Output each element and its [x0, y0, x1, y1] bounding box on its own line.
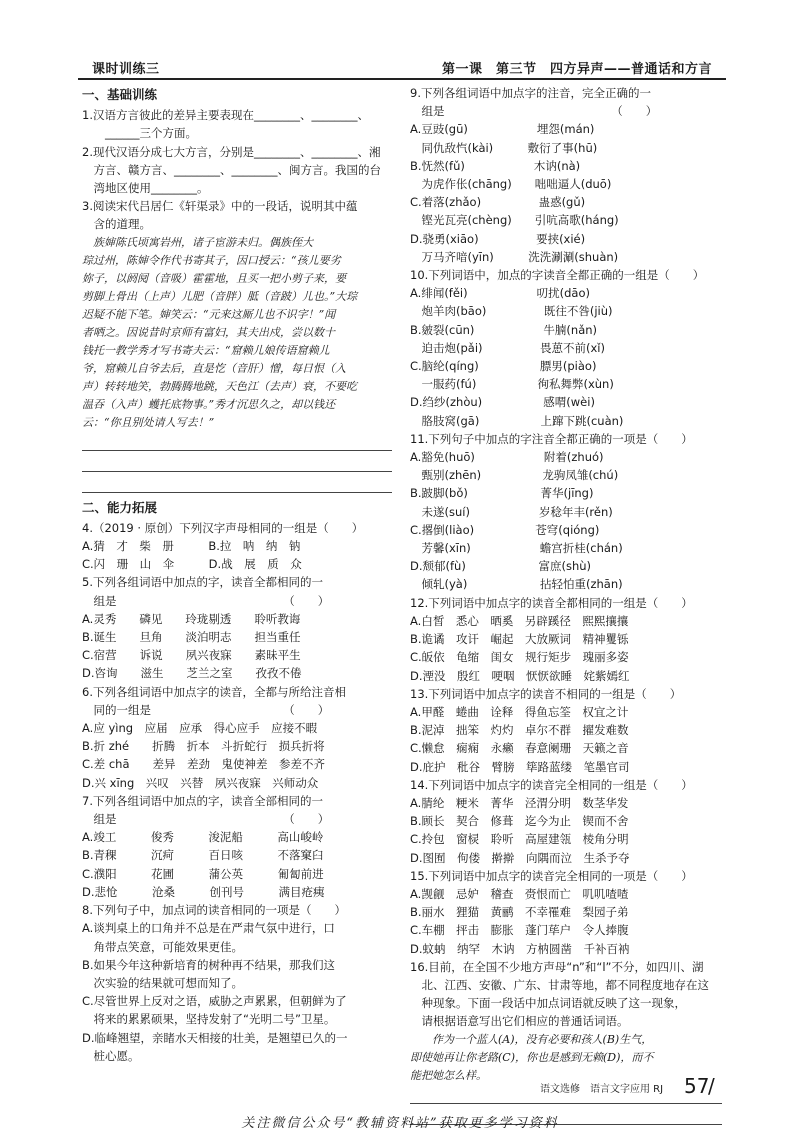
text-line: B.折 zhé 折腾 折本 斗折蛇行 损兵折将	[82, 739, 325, 754]
text-line: 即使她再让你老路(C)，你也是感到无赖(D)，而不	[410, 1050, 654, 1064]
text-line: 9.下列各组词语中加点字的注音，完全正确的一	[410, 86, 651, 100]
text-line: D.庇护 秕谷 臂膀 筚路蓝缕 笔墨官司	[410, 759, 630, 774]
text-line: 方言、赣方言、________、________、闽方言。我国的台	[82, 162, 381, 177]
text-line: D.临峰翘望，亲睹水天相接的壮美，是翘望已久的一	[82, 1030, 348, 1045]
question-7-stem	[82, 792, 392, 828]
text-line: B.如果今年这种新培育的树种再不结果，那我们这	[82, 957, 336, 972]
question-4-options	[82, 537, 392, 573]
text-line: D.兴 xīng 兴叹 兴替 夙兴夜寐 兴师动众	[82, 775, 319, 790]
text-line: 2.现代汉语分成七大方言，分别是________、________、湘	[82, 144, 381, 159]
text-line: A.竣工 俊秀 浚泥船 高山峻岭	[82, 830, 324, 845]
text-line: 为虎作伥(chāng) 咄咄逼人(duō)	[410, 177, 612, 192]
text-line: D.蚊蚋 纳罕 木讷 方枘圆凿 千补百衲	[410, 941, 630, 956]
text-line: B.顾长 契合 修葺 迄今为止 锲而不舍	[410, 814, 629, 829]
question-10-stem: 10.下列词语中，加点的字读音全都正确的一组是（ ）	[410, 268, 705, 283]
text-line: 琮过州，陈婶令作代书寄其子，因口授云：“孩儿要劣	[82, 253, 341, 267]
text-line: 族婶陈氏顷寓岩州，诸子宦游未归。偶族侄大	[82, 235, 313, 249]
text-line: C.脑纶(qíng) 膘男(piào)	[410, 359, 597, 374]
question-13-options	[410, 703, 722, 776]
text-line: 6.下列各组词语中加点字的读音，全都与所给注音相	[82, 684, 346, 699]
question-10-options	[410, 284, 722, 430]
question-13-stem: 13.下列词语中加点字的读音不相同的一组是（ ）	[410, 686, 682, 701]
answer-line[interactable]	[82, 436, 392, 451]
question-8-options	[82, 919, 392, 1065]
text-line: 芳馨(xīn) 蟾宫折桂(chán)	[410, 541, 623, 556]
text-line: 种现象。下面一段话中加点词语就反映了这一现象，	[410, 996, 686, 1011]
text-line: 胳肢窝(gā) 上蹿下跳(cuàn)	[410, 413, 624, 428]
question-12-options	[410, 612, 722, 685]
text-line: C.着落(zhǎo) 蛊惑(gǔ)	[410, 195, 586, 210]
text-line: 组是 （ ）	[82, 812, 330, 827]
question-4-stem: 4.（2019 · 原创）下列汉字声母相同的一组是（ ）	[82, 520, 364, 535]
text-line: 请根据语意写出它们相应的普通话词语。	[410, 1014, 629, 1029]
header-left-title: 课时训练三	[92, 62, 160, 77]
text-line: D.咨询 滋生 芝兰之室 孜孜不倦	[82, 666, 302, 681]
text-line: D.湮没 殷红 哽咽 恹恹欲睡 姹紫嫣红	[410, 668, 630, 683]
text-line: 同仇敌忾(kài) 敷衍了事(hū)	[410, 140, 598, 155]
text-line: 湾地区使用________。	[82, 181, 209, 196]
text-line: 声）转转地笑，勃腾腾地跳，天色江（去声）衰，不要吃	[82, 379, 357, 393]
question-11-stem: 11.下列句子中加点的字注音全都正确的一项是（ ）	[410, 431, 693, 446]
text-line: 7.下列各组词语中加点的字，读音全部相同的一	[82, 793, 323, 808]
header-rule	[78, 78, 726, 80]
question-14-stem: 14.下列词语中加点字的读音完全相同的一组是（ ）	[410, 777, 693, 792]
text-line: 钱托一教学秀才写书寄夫云：“窟赖儿娘传语窟赖儿	[82, 343, 330, 357]
text-line: 倾轧(yà) 拈轻怕重(zhān)	[410, 577, 623, 592]
question-16-passage	[410, 1031, 722, 1085]
question-3	[82, 197, 392, 233]
text-line: A.谈判桌上的口角并不总是在严肃气氛中进行，口	[82, 921, 335, 936]
text-line: C.车棚 抨击 膨胀 蓬门荜户 令人捧腹	[410, 923, 629, 938]
text-line: 未遂(suí) 岁稔年丰(rěn)	[410, 504, 613, 519]
question-6-stem	[82, 683, 392, 719]
text-line: 角带点笑意，可能效果更佳。	[82, 939, 243, 954]
question-1	[82, 106, 392, 142]
footer-notice: 关注微信公众号“教辅资料站”获取更多学习资料	[241, 1116, 559, 1131]
book-tag: 语文选修 语言文字应用 RJ	[540, 1084, 664, 1095]
question-5-stem	[82, 573, 392, 609]
text-line: 铿光瓦亮(chèng) 引吭高歌(háng)	[410, 213, 619, 228]
question-15-options	[410, 885, 722, 958]
page-number: 57	[684, 1074, 710, 1098]
text-line: 云：“你且别处请人写去！”	[82, 415, 215, 429]
text-line: D.绉纱(zhòu) 感喟(wèi)	[410, 395, 595, 410]
text-line: 甄别(zhēn) 龙驹凤雏(chú)	[410, 468, 619, 483]
text-line: A.豁免(huō) 附着(zhuó)	[410, 450, 604, 465]
text-line: 将来的累累硕果，坚持发射了“光明二号”卫星。	[82, 1012, 336, 1027]
text-line: B.丽水 狸猫 黄鹂 不幸罹难 梨园子弟	[410, 905, 629, 920]
question-11-options	[410, 448, 722, 594]
question-9-stem	[410, 84, 722, 120]
question-15-stem: 15.下列词语中加点字的读音完全相同的一项是（ ）	[410, 868, 693, 883]
text-line: 爷，窟赖儿自爷去后，直是忔（音肝）憎，每日恨（入	[82, 361, 346, 375]
text-line: 万马齐喑(yīn) 洗洗涮涮(shuàn)	[410, 249, 619, 264]
question-7-options	[82, 828, 392, 901]
question-14-options	[410, 794, 722, 867]
left-column	[82, 84, 392, 1065]
text-line: A.腈纶 粳米 菁华 泾渭分明 数茎华发	[410, 795, 629, 810]
text-line: A.绯闻(fěi) 叨扰(dāo)	[410, 286, 590, 301]
text-line: B.怃然(fǔ) 木讷(nà)	[410, 158, 581, 173]
text-line: 含的道理。	[82, 217, 151, 232]
text-line: 5.下列各组词语中加点的字，读音全都相同的一	[82, 575, 323, 590]
text-line: C.皈依 龟缩 闺女 规行矩步 瑰丽多姿	[410, 650, 629, 665]
header-right-title: 第一课 第三节 四方异声——普通话和方言	[441, 62, 712, 77]
text-line: 迫击炮(pǎi) 畏葸不前(xǐ)	[410, 340, 605, 355]
text-line: D.图囿 佝偻 擀擀 向隅而泣 生杀予夺	[410, 850, 630, 865]
text-line: 迟疑不能下笔。婶笑云：“元来这厮儿也不识字！”闻	[82, 307, 336, 321]
text-line: 温吞（入声）蠖托底物事。”秀才沉思久之，却以钱还	[82, 397, 336, 411]
text-line: 作为一个蓝人(A)，没有必要和孩人(B)生气，	[410, 1032, 653, 1046]
text-line: A.豆豉(gū) 埋怨(mán)	[410, 122, 595, 137]
text-line: 炮羊肉(bāo) 既往不咎(jiù)	[410, 304, 613, 319]
text-line: 次实验的结果就可想而知了。	[82, 975, 243, 990]
text-line: ______三个方面。	[82, 126, 197, 141]
question-12-stem: 12.下列词语中加点字的读音全都相同的一组是（ ）	[410, 595, 693, 610]
text-line: A.猜 才 柴 册 B.拉 呐 纳 钠	[82, 539, 301, 554]
text-line: 能把她怎么样。	[410, 1068, 487, 1082]
text-line: D.骁勇(xiāo) 要挟(xié)	[410, 231, 586, 246]
text-line: B.诞生 旦角 淡泊明志 担当重任	[82, 630, 301, 645]
question-16-stem	[410, 958, 722, 1031]
text-line: 桩心愿。	[82, 1048, 140, 1063]
right-column	[410, 84, 722, 1131]
text-line: B.皴裂(cūn) 牛腩(nǎn)	[410, 322, 598, 337]
text-line: B.泥淖 拙笨 灼灼 卓尔不群 擢发难数	[410, 723, 629, 738]
text-line: C.尽管世界上反对之语，威胁之声累累，但朝鲜为了	[82, 994, 347, 1009]
section-basic-title: 一、基础训练	[82, 87, 158, 102]
question-8-stem: 8.下列句子中，加点词的读音相同的一项是（ ）	[82, 903, 346, 918]
text-line: 3.阅读宋代吕居仁《轩渠录》中的一段话，说明其中蕴	[82, 199, 358, 214]
text-line: A.觊觎 忌妒 稽查 赍恨而亡 叽叽喳喳	[410, 886, 629, 901]
text-line: A.灵秀 磷见 玲珑剔透 聆听教诲	[82, 611, 301, 626]
text-line: 一服药(fú) 徇私舞弊(xùn)	[410, 377, 614, 392]
question-6-options	[82, 719, 392, 792]
text-line: A.应 yìng 应届 应承 得心应手 应接不暇	[82, 721, 318, 736]
question-3-passage	[82, 234, 392, 432]
text-line: 组是 （ ）	[82, 593, 330, 608]
question-2	[82, 143, 392, 198]
text-line: 北、江西、安徽、广东、甘肃等地，都不同程度地存在这	[410, 977, 709, 992]
text-line: C.闪 珊 山 伞 D.战 展 质 众	[82, 557, 302, 572]
question-5-options	[82, 610, 392, 683]
text-line: 组是 （ ）	[410, 104, 658, 119]
text-line: A.甲醛 蜷曲 诠释 得鱼忘筌 权宜之计	[410, 704, 629, 719]
text-line: C.濮阳 花圃 蒲公英 匍匐前进	[82, 866, 324, 881]
text-line: D.悲怆 沧桑 创刊号 满目疮痍	[82, 884, 325, 899]
text-line: 1.汉语方言彼此的差异主要表现在________、________、	[82, 108, 369, 123]
answer-line[interactable]	[82, 478, 392, 493]
text-line: C.差 chā 差异 差劲 鬼使神差 参差不齐	[82, 757, 325, 772]
question-9-options	[410, 120, 722, 266]
text-line: C.宿营 诉说 夙兴夜寐 素昧平生	[82, 648, 301, 663]
text-line: C.撂倒(liào) 苍穹(qióng)	[410, 522, 600, 537]
text-line: B.跛脚(bǒ) 菁华(jīng)	[410, 486, 594, 501]
text-line: C.懒怠 痫痫 永癞 春意阑珊 天籁之音	[410, 741, 629, 756]
text-line: D.颓郁(fù) 富庶(shù)	[410, 559, 592, 574]
slash-mark: /	[708, 1074, 715, 1098]
text-line: A.白皙 悉心 晒奚 另辟蹊径 熙熙攘攘	[410, 613, 629, 628]
section-extension-title: 二、能力拓展	[82, 499, 158, 515]
text-line: 者哂之。因说昔时京师有富妇，其夫出戍，尝以数十	[82, 325, 335, 339]
text-line: B.青稞 沉疴 百日咳 不落窠臼	[82, 848, 324, 863]
answer-line[interactable]	[82, 457, 392, 472]
text-line: 剪脚上骨出（上声）儿肥（音胖）胝（音跛）儿也。”大琮	[82, 289, 358, 303]
text-line: C.拎包 窗棂 聆听 高屋建瓴 棱角分明	[410, 832, 629, 847]
text-line: B.诡谲 攻讦 崛起 大放厥词 精神矍铄	[410, 632, 629, 647]
text-line: 16.目前，在全国不少地方声母“n”和“l”不分，如四川、湖	[410, 959, 704, 974]
text-line: 妳子，以阏阋（音吸）霍霍地，且买一把小剪子来，要	[82, 271, 346, 285]
text-line: 同的一组是 （ ）	[82, 702, 330, 717]
